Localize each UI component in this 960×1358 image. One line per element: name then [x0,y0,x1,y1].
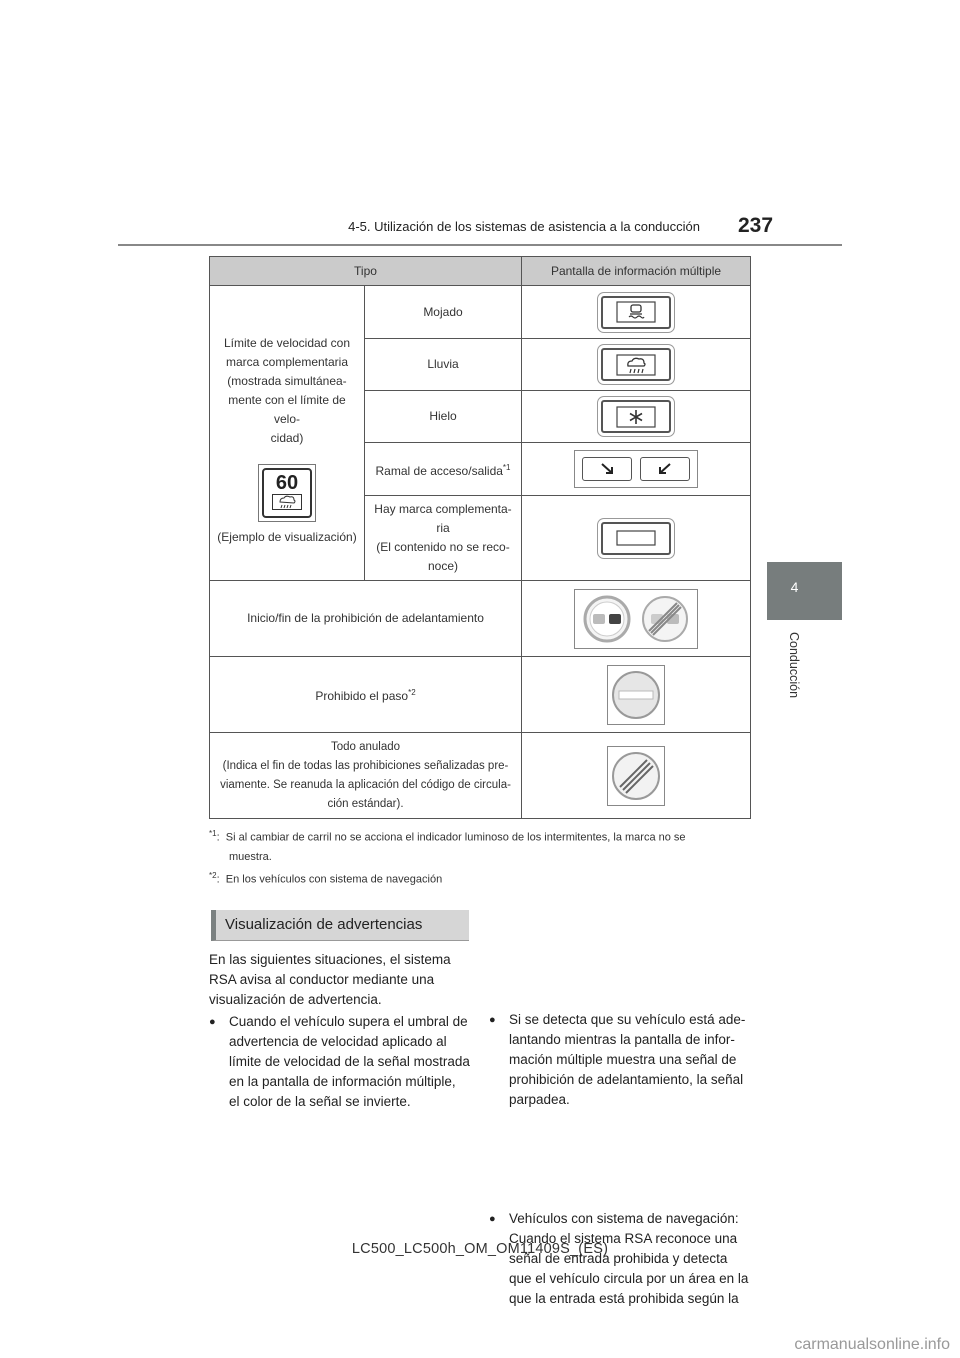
exit-right-arrow-icon [582,457,632,481]
exit-left-arrow-icon [640,457,690,481]
example-speed-value: 60 [275,472,299,494]
type-unknown: Hay marca complementa- ria (El contenido no se reco- noce) [365,496,522,581]
footnote-1: $^{*1}$: Si al cambiar de carril no se acciona el indicador luminoso de los intermitentes, la marca no se muestra. [209,829,686,863]
no-entry-icon [611,670,661,720]
rain-icon [601,348,671,381]
footnote-2-mark: *2 [209,871,217,880]
allend-frame [607,746,665,806]
header-rule [118,244,842,246]
section-heading: Visualización de advertencias [211,910,469,941]
type-allend: Todo anulado (Indica el fin de todas las prohibiciones señalizadas pre- viamente. Se reanuda la aplicación del código de circula- ción estándar). [210,733,522,819]
group-label: Límite de velocidad con marca complementaria (mostrada simultánea- mente con el límite de velo- cidad) [223,336,351,445]
col-header-type: Tipo [210,257,522,286]
end-no-overtaking-icon [641,595,689,643]
type-ramp: Ramal de acceso/salida$^{*1}$ [365,443,522,496]
document-code: LC500_LC500h_OM_OM11409S_(ES) [351,1241,609,1257]
end-all-restrictions-icon [611,751,661,801]
overtake-signs-frame [574,589,698,649]
ramp-signs-frame [574,450,698,488]
type-noentry: Prohibido el paso$^{*2}$ [210,657,522,733]
bullet-overtaking: ● Si se detecta que su vehículo está ade- lantando mientras la pantalla de infor- mación múltiple muestra una señal de prohibición de adelantamiento, la señal parpadea. [489,1010,774,1110]
group-cell [210,286,365,581]
footnote-2: $^{*2}$: En los vehículos con sistema de navegación [209,871,443,886]
noentry-frame [607,665,665,725]
type-wet: Mojado [365,286,522,339]
footnote-1-mark: *1 [209,829,217,838]
section-header: 4-5. Utilización de los sistemas de asistencia a la conducción [348,219,700,234]
bullet-navigation: ● Vehículos con sistema de navegación: Cuando el sistema RSA reconoce una señal de entrada prohibida y detecta que el vehículo circula por un área en la que la entrada está prohibida según la [489,1209,774,1309]
col-header-display: Pantalla de información múltiple [522,257,751,286]
wet-road-icon [601,296,671,329]
chapter-label: Conducción [787,632,801,699]
no-overtaking-icon [583,595,631,643]
example-sign-icon [258,464,316,522]
chapter-number: 4 [790,579,799,595]
type-ice: Hielo [365,391,522,443]
type-rain: Lluvia [365,339,522,391]
snowflake-icon [601,400,671,433]
page-number: 237 [738,214,774,237]
bullet-speed-threshold: ● Cuando el vehículo supera el umbral de advertencia de velocidad aplicado al límite de velocidad de la señal mostrada en la pantalla de información múltiple, el color de la señal se invierte. [209,1012,494,1112]
rain-cloud-icon [272,494,302,510]
example-caption: (Ejemplo de visualización) [217,530,357,544]
type-overtake: Inicio/fin de la prohibición de adelantamiento [210,581,522,657]
intro-paragraph: En las siguientes situaciones, el sistema RSA avisa al conductor mediante una visualización de advertencia. [209,952,451,1007]
sign-table [209,256,751,819]
watermark: carmanualsonline.info [794,1336,950,1353]
blank-sign-icon [601,522,671,555]
